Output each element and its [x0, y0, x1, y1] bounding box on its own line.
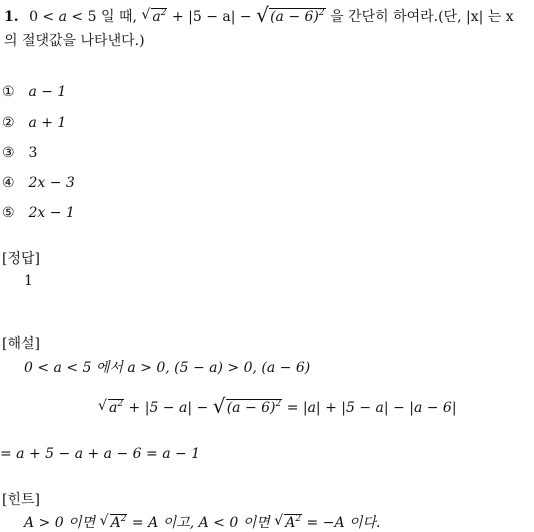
sqrt2-power: 2 [318, 8, 325, 18]
choice-1-marker: ① [2, 84, 15, 100]
eq-sqrt2-power: 2 [275, 399, 282, 409]
eq-sqrt1-base: a [109, 400, 118, 416]
choice-1-text: a − 1 [28, 84, 67, 100]
answer-label: [정답] [2, 251, 40, 267]
hint-sqrt1-base: A [110, 515, 121, 531]
hint-sqrt-1 [100, 515, 128, 531]
hint-sqrt2-power: 2 [295, 514, 302, 524]
question-number: 1. [4, 9, 19, 25]
condition-tail: 일 때, [96, 9, 137, 25]
eq-sqrt-a-squared [98, 400, 124, 416]
eq-sqrt-a-minus-6-squared [213, 400, 283, 416]
sqrt2-base: (a − 6) [270, 9, 319, 25]
sqrt1-base: a [152, 9, 161, 25]
choice-2-text: a + 1 [28, 115, 67, 131]
choice-2[interactable] [2, 115, 66, 131]
condition-prefix: 0 < [29, 9, 59, 25]
hint-part-1: A > 0 이면 [24, 515, 96, 531]
explanation-equation [98, 400, 457, 416]
sqrt-a-squared [141, 9, 167, 25]
answer-value: 1 [24, 273, 33, 289]
question-line-2: 의 절댓값을 나타낸다.) [4, 33, 145, 49]
sqrt-a-minus-6-squared [256, 9, 326, 25]
hint-sqrt-2 [274, 515, 302, 531]
question-line-1 [4, 6, 514, 26]
hint-sqrt2-base: A [285, 515, 296, 531]
sqrt1-power: 2 [160, 8, 167, 18]
choice-4[interactable] [2, 175, 75, 191]
choice-5-marker: ⑤ [2, 205, 15, 221]
explanation-label: [해설] [2, 336, 40, 352]
choice-1[interactable] [2, 84, 66, 100]
choice-3-text: 3 [28, 145, 38, 161]
choice-5[interactable] [2, 205, 75, 221]
choice-2-marker: ② [2, 115, 15, 131]
choice-3[interactable] [2, 145, 37, 161]
hint-part-2: = A 이고, A < 0 이면 [131, 515, 270, 531]
hint-line [24, 512, 381, 532]
hint-label: [힌트] [2, 492, 40, 508]
eq-sqrt2-base: (a − 6) [226, 400, 276, 416]
eq-right: = |a| + |5 − a| − |a − 6| [286, 400, 457, 416]
hint-part-3: = −A 이다. [306, 515, 381, 531]
hint-sqrt1-power: 2 [120, 514, 127, 524]
choice-4-text: 2x − 3 [28, 175, 75, 191]
eq-sqrt1-power: 2 [117, 399, 124, 409]
condition-var: a [58, 9, 67, 25]
choice-4-marker: ④ [2, 175, 15, 191]
explanation-line-3: = a + 5 − a + a − 6 = a − 1 [0, 446, 201, 462]
explanation-line-1: 0 < a < 5 에서 a > 0, (5 − a) > 0, (a − 6) [24, 360, 311, 376]
expression-tail: + |5 − a| − [171, 9, 252, 25]
eq-mid: + |5 − a| − [128, 400, 209, 416]
instruction-text: 을 간단히 하여라.(단, |x| 는 x [330, 9, 514, 25]
choice-5-text: 2x − 1 [28, 205, 75, 221]
choice-3-marker: ③ [2, 145, 15, 161]
condition-suffix: < 5 [66, 9, 97, 25]
